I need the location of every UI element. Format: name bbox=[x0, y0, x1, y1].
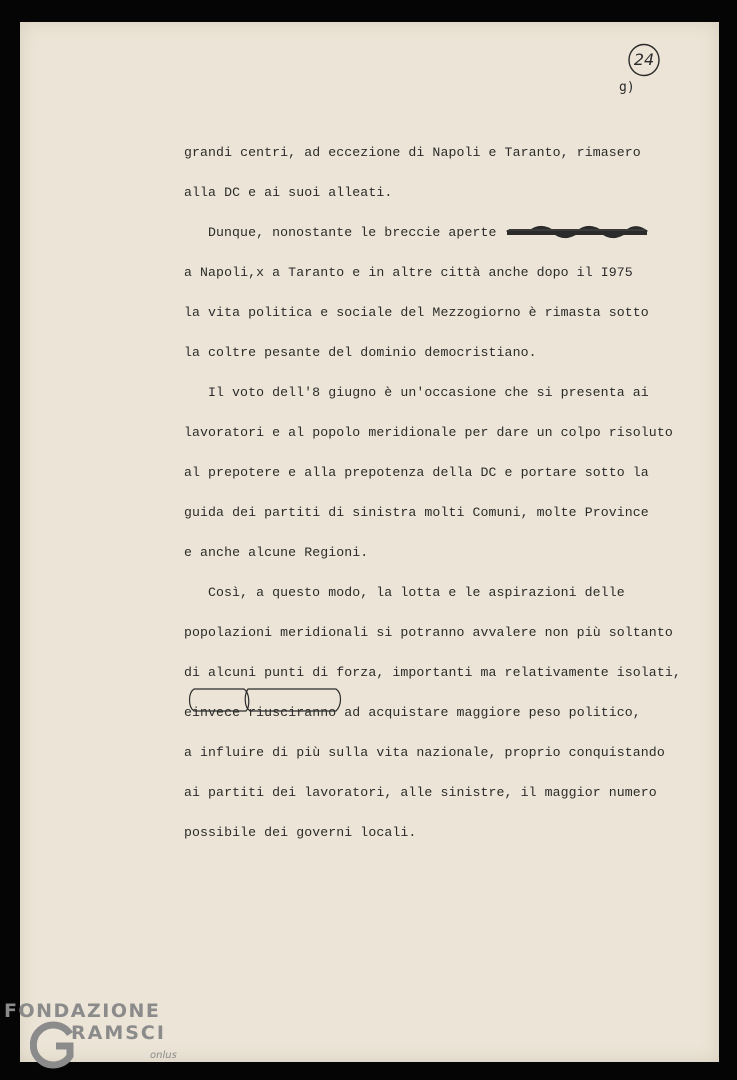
circled-word-2-text: riusciranno bbox=[248, 705, 337, 720]
text-line-9: al prepotere e alla prepotenza della DC e portare sotto la bbox=[184, 465, 649, 480]
text-line-16: a influire di più sulla vita nazionale, proprio conquistando bbox=[184, 745, 665, 760]
circled-word-riusciranno bbox=[248, 693, 336, 733]
circled-word-1-text: invece bbox=[192, 705, 241, 720]
struck-out-text bbox=[505, 227, 649, 239]
fondazione-gramsci-watermark bbox=[2, 998, 187, 1078]
text-line-17: ai partiti dei lavoratori, alle sinistre, il maggior numero bbox=[184, 785, 657, 800]
strikethrough-scribble bbox=[505, 225, 649, 239]
text-line-11: e anche alcune Regioni. bbox=[184, 545, 369, 560]
text-line-10: guida dei partiti di sinistra molti Comuni, molte Province bbox=[184, 505, 649, 520]
text-line-2: alla DC e ai suoi alleati. bbox=[184, 185, 393, 200]
text-line-15 bbox=[184, 693, 704, 733]
text-line-7: Il voto dell'8 giugno è un'occasione che si presenta ai bbox=[208, 385, 649, 400]
typewritten-body bbox=[184, 133, 704, 853]
text-line-3 bbox=[184, 213, 704, 253]
handwritten-page-number bbox=[627, 43, 661, 77]
text-line-13: popolazioni meridionali si potranno avvalere non più soltanto bbox=[184, 625, 673, 640]
watermark-line-2: RAMSCI bbox=[71, 1022, 166, 1044]
text-line-15-pre: e bbox=[184, 705, 193, 720]
page-number-text: 24 bbox=[633, 50, 655, 69]
text-line-12: Così, a questo modo, la lotta e le aspirazioni delle bbox=[208, 585, 625, 600]
text-line-8: lavoratori e al popolo meridionale per dare un colpo risoluto bbox=[184, 425, 673, 440]
text-line-3-main: Dunque, nonostante le breccie aperte bbox=[208, 225, 497, 240]
text-line-1: grandi centri, ad eccezione di Napoli e Taranto, rimasero bbox=[184, 145, 641, 160]
text-line-6: la coltre pesante del dominio democristiano. bbox=[184, 345, 537, 360]
text-line-14: di alcuni punti di forza, importanti ma relativamente isolati, bbox=[184, 665, 681, 680]
section-mark: g) bbox=[619, 80, 635, 95]
text-line-4: a Napoli,x a Taranto e in altre città anche dopo il I975 bbox=[184, 265, 633, 280]
text-line-5: la vita politica e sociale del Mezzogiorno è rimasta sotto bbox=[184, 305, 649, 320]
watermark-suffix: onlus bbox=[150, 1050, 177, 1061]
watermark-line-1: FONDAZIONE bbox=[4, 1000, 161, 1022]
circled-word-invece bbox=[192, 693, 240, 733]
watermark-g-logo-icon bbox=[30, 1020, 76, 1070]
handwritten-circle-2 bbox=[242, 685, 344, 715]
document-page bbox=[20, 22, 719, 1062]
text-line-18: possibile dei governi locali. bbox=[184, 825, 417, 840]
text-line-15-post: ad acquistare maggiore peso politico, bbox=[344, 705, 641, 720]
